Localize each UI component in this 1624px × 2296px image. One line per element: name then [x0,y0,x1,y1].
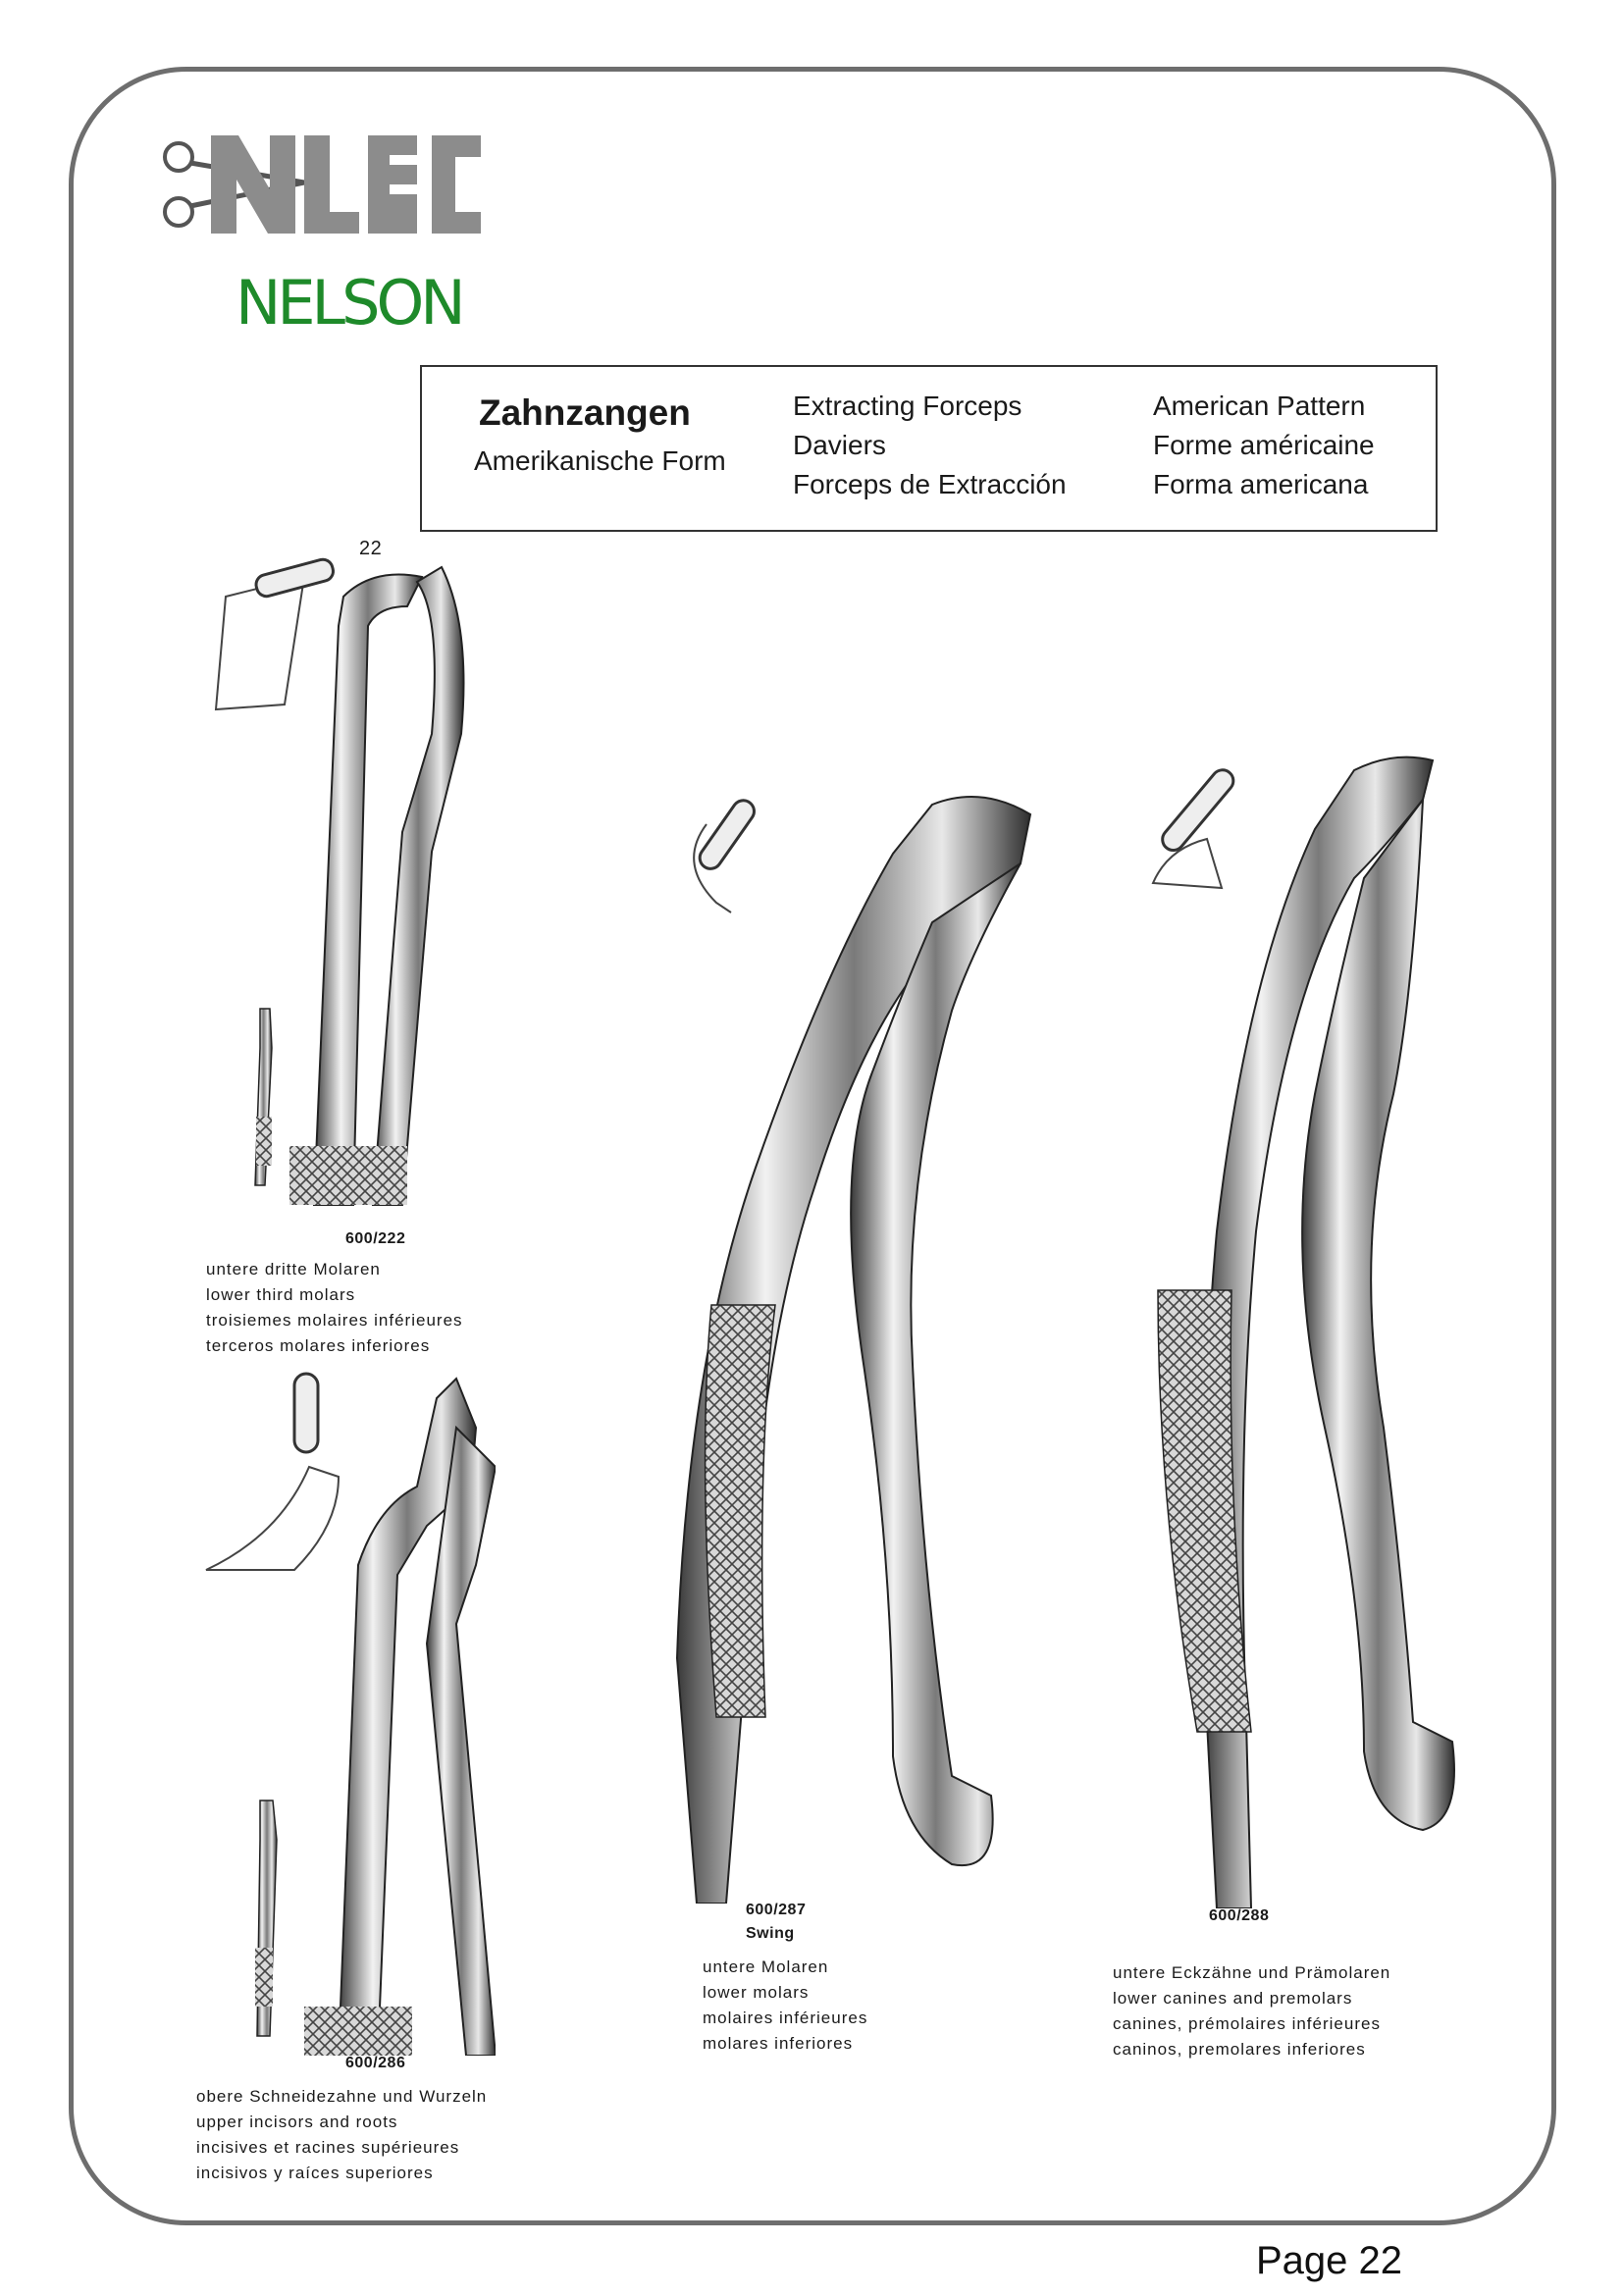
description-line: obere Schneidezahne und Wurzeln [196,2087,488,2106]
heading-line: Extracting Forceps [793,391,1022,421]
heading-col-pattern [1153,387,1375,504]
forceps-600-222-drawing [206,538,500,1215]
title-box [420,365,1438,532]
description-line: troisiemes molaires inférieures [206,1311,463,1330]
page-number: Page 22 [1256,2239,1403,2282]
product-code: 600/288 [1209,1907,1270,1924]
product-code: 600/287 [746,1902,807,1918]
description-line: molaires inférieures [703,2009,868,2027]
forceps-600-288-drawing [1138,741,1472,1908]
description-line: untere Eckzähne und Prämolaren [1113,1963,1391,1982]
heading-line: Forceps de Extracción [793,469,1067,499]
product-code: 600/222 [345,1230,406,1247]
logo-wordmark: NELSON [236,267,462,339]
heading-line: Forme américaine [1153,430,1375,460]
heading-de-title: Zahnzangen [479,392,691,433]
heading-line: American Pattern [1153,391,1366,421]
description-line: lower molars [703,1983,810,2002]
figure-number: 22 [359,538,383,559]
description-line: untere Molaren [703,1957,829,1976]
forceps-600-286-drawing [201,1369,496,2056]
product-code: 600/286 [345,2055,406,2071]
heading-line: Forma americana [1153,469,1369,499]
heading-col-english [793,387,1067,504]
product-description [206,1257,463,1359]
description-line: caninos, premolares inferiores [1113,2040,1366,2059]
description-line: incisives et racines supérieures [196,2138,460,2157]
description-line: terceros molares inferiores [206,1336,431,1355]
description-line: lower third molars [206,1285,356,1304]
description-line: lower canines and premolars [1113,1989,1353,2008]
description-line: upper incisors and roots [196,2113,398,2131]
product-description [1113,1960,1390,2062]
description-line: canines, prémolaires inférieures [1113,2014,1381,2033]
forceps-600-287-drawing [638,775,1060,1904]
product-variant: Swing [746,1925,795,1942]
product-description [703,1955,867,2057]
description-line: molares inferiores [703,2034,854,2053]
description-line: incisivos y raíces superiores [196,2164,434,2182]
product-description [196,2084,487,2186]
logo-monogram [211,135,481,234]
heading-de-subtitle: Amerikanische Form [474,445,726,476]
description-line: untere dritte Molaren [206,1260,381,1278]
heading-line: Daviers [793,430,886,460]
